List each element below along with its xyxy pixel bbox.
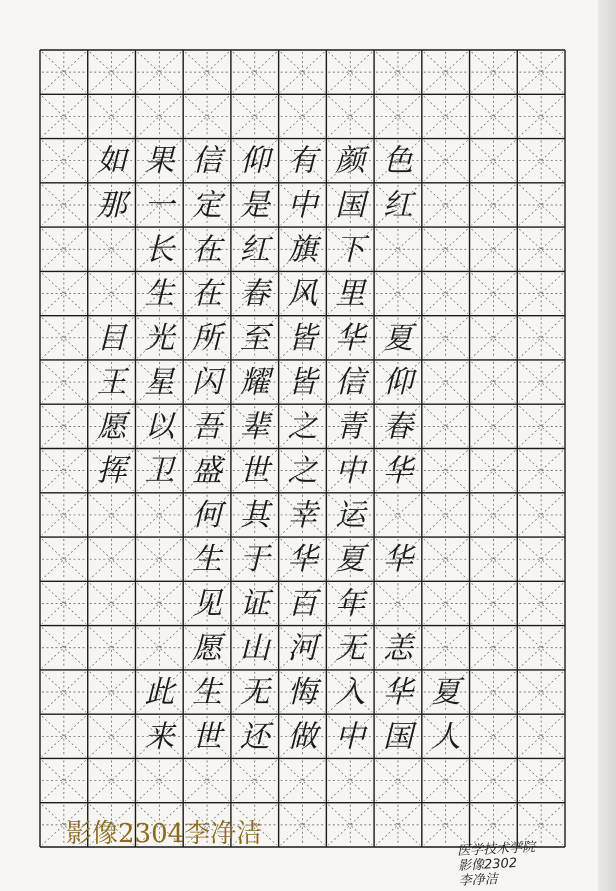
handwritten-character: 中	[335, 453, 366, 489]
handwritten-character: 华	[382, 675, 413, 711]
handwritten-character: 如	[96, 143, 127, 179]
handwritten-character: 华	[382, 542, 413, 578]
handwritten-character: 果	[144, 143, 175, 179]
handwritten-character: 长	[144, 232, 175, 268]
handwritten-character: 仰	[382, 365, 413, 401]
handwritten-character: 青	[335, 409, 366, 445]
handwritten-character: 幸	[287, 497, 318, 533]
handwritten-character: 之	[287, 409, 318, 445]
handwritten-character: 一	[144, 187, 175, 223]
handwritten-character: 那	[96, 187, 127, 223]
handwritten-character: 生	[192, 675, 223, 711]
handwritten-character: 春	[382, 409, 413, 445]
note-line-name: 李净洁	[458, 871, 499, 890]
handwritten-character: 以	[144, 409, 175, 445]
handwritten-character: 生	[192, 542, 223, 578]
handwritten-character: 目	[96, 320, 127, 356]
handwritten-character: 夏	[430, 675, 461, 711]
handwritten-character: 旗	[287, 232, 318, 268]
handwritten-character: 华	[287, 542, 318, 578]
handwritten-character: 红	[382, 187, 413, 223]
handwritten-character: 挥	[96, 453, 127, 489]
handwritten-character: 信	[335, 365, 366, 401]
handwritten-character: 中	[287, 187, 318, 223]
handwritten-character: 生	[144, 276, 175, 312]
handwritten-character: 国	[335, 187, 366, 223]
handwritten-character: 做	[287, 719, 318, 755]
handwritten-character: 闪	[192, 365, 223, 401]
handwritten-character: 在	[192, 276, 223, 312]
handwritten-character: 至	[239, 320, 270, 356]
handwritten-character: 何	[192, 497, 223, 533]
handwritten-character: 星	[144, 365, 175, 401]
handwritten-character: 世	[192, 719, 223, 755]
handwritten-character: 下	[335, 232, 366, 268]
signature-text: 影像2304李净洁	[66, 819, 263, 849]
handwritten-note	[457, 840, 537, 889]
handwritten-character: 无	[239, 675, 270, 711]
handwritten-character: 皆	[287, 320, 318, 356]
handwritten-character: 国	[382, 719, 413, 755]
handwritten-character: 中	[335, 719, 366, 755]
handwritten-character: 仰	[239, 143, 270, 179]
handwritten-character: 人	[430, 719, 461, 755]
handwritten-character: 光	[144, 320, 175, 356]
handwritten-character: 华	[335, 320, 366, 356]
handwritten-character: 是	[239, 187, 270, 223]
handwritten-character: 红	[239, 232, 270, 268]
handwritten-character: 山	[239, 630, 270, 666]
handwritten-character: 愿	[192, 630, 223, 666]
handwritten-character: 此	[144, 675, 175, 711]
handwritten-character: 夏	[382, 320, 413, 356]
handwritten-character: 年	[335, 586, 366, 622]
note-line-class: 影像2302	[457, 855, 518, 875]
handwritten-character: 春	[239, 276, 270, 312]
handwritten-character: 信	[192, 143, 223, 179]
handwritten-character: 其	[239, 497, 270, 533]
handwritten-character: 百	[287, 586, 318, 622]
handwritten-character: 来	[144, 719, 175, 755]
handwritten-character: 悔	[287, 675, 318, 711]
handwritten-character: 定	[192, 187, 223, 223]
handwritten-character: 华	[382, 453, 413, 489]
handwritten-character: 皆	[287, 365, 318, 401]
handwritten-character: 卫	[144, 453, 175, 489]
handwritten-character: 风	[287, 276, 318, 312]
handwritten-character: 还	[239, 719, 270, 755]
handwritten-character: 夏	[335, 542, 366, 578]
handwritten-character: 世	[239, 453, 270, 489]
handwritten-character: 颜	[335, 143, 366, 179]
handwritten-character: 河	[287, 630, 318, 666]
handwritten-character: 愿	[96, 409, 127, 445]
handwritten-character: 入	[335, 675, 366, 711]
handwritten-character: 色	[382, 143, 413, 179]
handwritten-character: 恙	[382, 630, 413, 666]
handwritten-character: 证	[239, 586, 270, 622]
handwritten-character: 运	[335, 497, 366, 533]
handwritten-character: 在	[192, 232, 223, 268]
handwritten-character: 辈	[239, 409, 270, 445]
handwritten-character: 见	[192, 586, 223, 622]
handwritten-character: 盛	[192, 453, 223, 489]
handwritten-character: 有	[287, 143, 318, 179]
note-line-department: 医学技术学院	[456, 839, 536, 860]
handwritten-character: 无	[335, 630, 366, 666]
handwritten-character: 于	[239, 542, 270, 578]
handwritten-character: 之	[287, 453, 318, 489]
handwritten-character: 王	[96, 365, 127, 401]
handwritten-character: 里	[335, 276, 366, 312]
handwritten-character: 所	[192, 320, 223, 356]
handwritten-character: 吾	[192, 409, 223, 445]
handwritten-character: 耀	[239, 365, 270, 401]
